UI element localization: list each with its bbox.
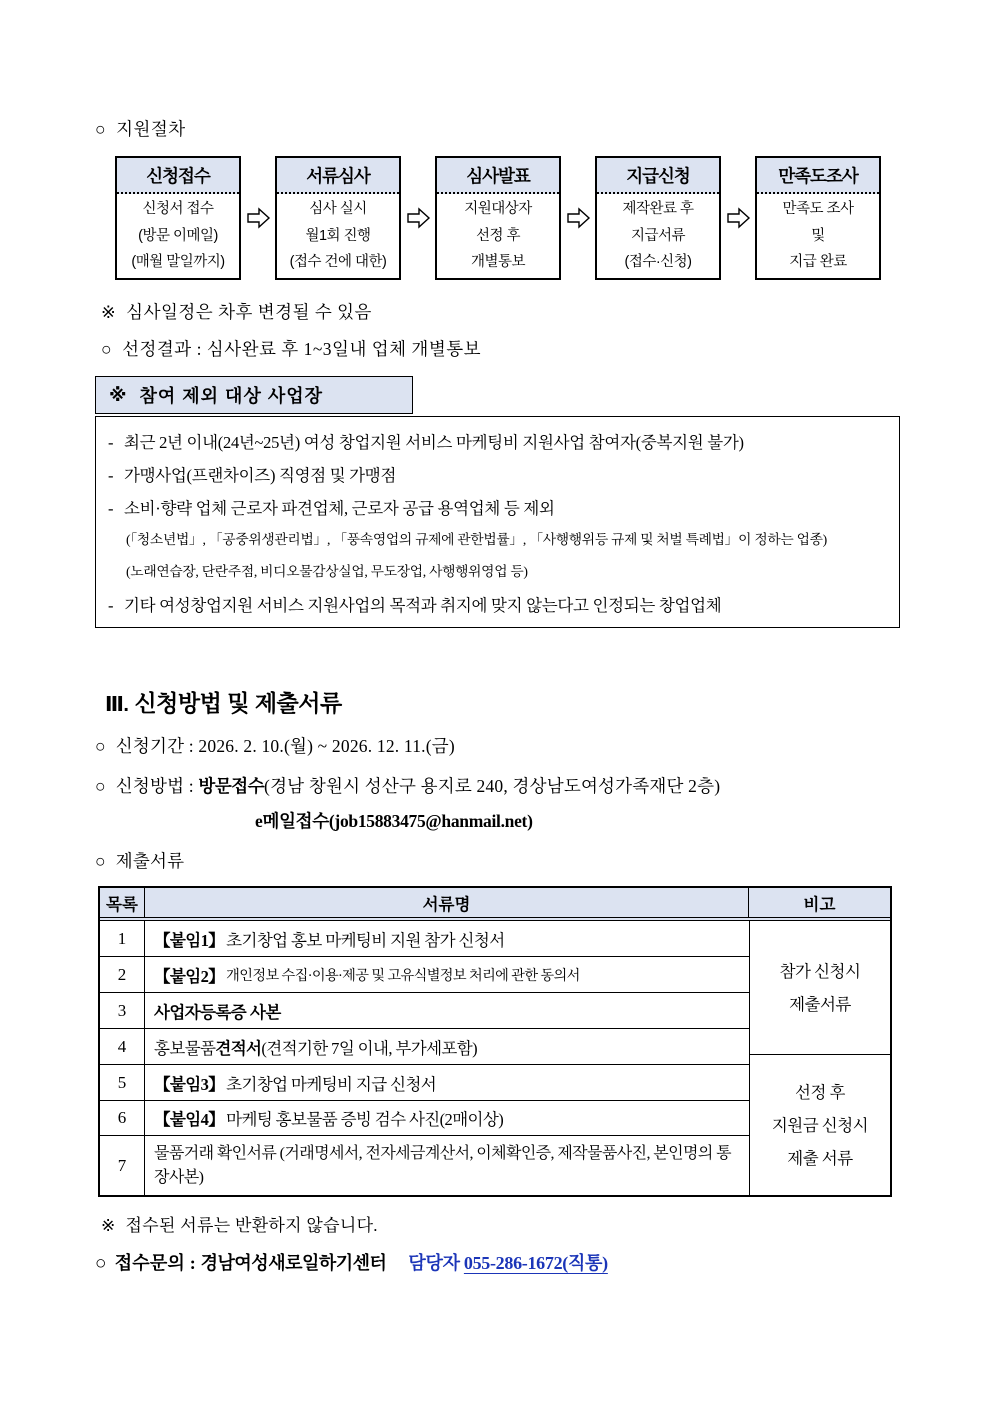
row-number: 7 (100, 1136, 145, 1195)
document-title: 초기창업 마케팅비 지급 신청서 (226, 1074, 437, 1094)
quote-label: 견적서 (215, 1039, 262, 1058)
attachment-tag: 【붙임3】 (154, 1074, 225, 1094)
manager-label: 담당자 (408, 1253, 464, 1273)
reference-mark-icon: ※ (101, 1216, 116, 1235)
exclusion-item-text: (「청소년법」, 「공중위생관리법」, 「풍속영업의 규제에 관한법률」, 「사행행위등 규제 및 처벌 특례법」이 정하는 업종) (126, 532, 827, 548)
dash-bullet: - (108, 466, 114, 486)
application-period-text: 신청기간 : 2026. 2. 10.(월) ~ 2026. 12. 11.(금) (115, 736, 455, 756)
section3-heading-text: 신청방법 및 제출서류 (134, 690, 342, 716)
submission-docs-text: 제출서류 (115, 851, 185, 871)
flow-step-line: (매월 말일까지) (131, 254, 225, 271)
center-name: 경남여성새로일하기센터 (200, 1253, 387, 1273)
exclusion-item-sub (106, 563, 889, 581)
phone-link[interactable]: 055-286-1672(직통) (463, 1253, 608, 1273)
exclusion-item (106, 595, 889, 616)
document-title: 물품거래 확인서류 (거래명세서, 전자세금계산서, 이체확인증, 제작물품사진, 본인명의 통장사본) (154, 1144, 731, 1186)
flow-step-header: 만족도조사 (757, 158, 879, 194)
section3-heading (105, 685, 900, 718)
section-numeral: Ⅲ. (105, 694, 129, 716)
flow-step-line: 선정 후 (475, 227, 521, 244)
flow-step-header: 신청접수 (117, 158, 239, 194)
flow-step-line: 지급서류 (630, 227, 686, 244)
table-row (100, 921, 749, 957)
row-number: 6 (100, 1101, 145, 1135)
reference-mark-icon: ※ (109, 384, 128, 405)
flow-step-body (597, 194, 719, 278)
exclusion-item (106, 498, 889, 519)
exclusion-title-text: 참여 제외 대상 사업장 (139, 386, 323, 406)
table-body (100, 921, 890, 1195)
exclusion-box-body (95, 416, 900, 628)
row-document-name (145, 1029, 749, 1064)
flow-arrow-icon (243, 156, 273, 280)
attachment-tag: 【붙임2】 (154, 966, 225, 986)
remark-participation (750, 921, 890, 1055)
table-row (100, 1136, 749, 1195)
flow-step-body (757, 194, 879, 278)
exclusion-item-sub (106, 531, 889, 549)
procedure-heading (95, 116, 900, 141)
document-title: 초기창업 홍보 마케팅비 지원 참가 신청서 (226, 930, 505, 950)
application-method-line (95, 773, 900, 798)
flow-step-line: 지급 완료 (789, 254, 847, 271)
table-rows (100, 921, 749, 1195)
flow-step-line: (접수·신청) (624, 254, 692, 271)
application-method-label: 신청방법 : (115, 776, 199, 796)
row-document-name (145, 921, 749, 956)
return-note-text: 접수된 서류는 반환하지 않습니다. (125, 1216, 378, 1235)
row-number: 2 (100, 957, 145, 992)
contact-manager (408, 1253, 607, 1273)
circle-bullet-icon: ○ (101, 339, 113, 359)
exclusion-item-text: 기타 여성창업지원 서비스 지원사업의 목적과 취지에 맞지 않는다고 인정되는 창업업체 (124, 595, 722, 615)
flow-step-application (115, 156, 241, 280)
row-number: 1 (100, 921, 145, 956)
flow-step-announcement (435, 156, 561, 280)
note-result-text: 선정결과 : 심사완료 후 1~3일내 업체 개별통보 (122, 339, 482, 359)
flow-step-header: 심사발표 (437, 158, 559, 194)
flow-arrow-icon (403, 156, 433, 280)
exclusion-item-text: 소비·향략 업체 근로자 파견업체, 근로자 공급 용역업체 등 제외 (124, 499, 555, 519)
row-document-name (145, 1101, 749, 1135)
document-title: 개인정보 수집·이용·제공 및 고유식별정보 처리에 관한 동의서 (226, 967, 580, 984)
flow-step-line: 심사 실시 (309, 200, 367, 217)
exclusion-item-text: 가맹사업(프랜차이즈) 직영점 및 가맹점 (124, 466, 397, 486)
email-reception-line: e메일접수(job15883475@hanmail.net) (255, 811, 533, 831)
process-flowchart (115, 156, 881, 280)
flow-arrow-icon (723, 156, 753, 280)
flow-step-line: 월1회 진행 (305, 227, 371, 244)
document-title-detail: (견적기한 7일 이내, 부가세포함) (261, 1038, 477, 1058)
column-header-note: 비고 (803, 894, 836, 914)
note-result (101, 336, 900, 361)
remark-line: 제출 서류 (787, 1148, 853, 1168)
flow-step-header: 서류심사 (277, 158, 399, 194)
flow-step-header: 지급신청 (597, 158, 719, 194)
dash-bullet: - (108, 595, 114, 615)
documents-table (98, 886, 892, 1197)
remark-line: 지원금 신청시 (771, 1115, 869, 1135)
flow-arrow-icon (563, 156, 593, 280)
flow-step-line: 및 (811, 227, 825, 244)
row-number: 5 (100, 1065, 145, 1100)
contact-label: 접수문의 : (114, 1253, 201, 1273)
flow-step-line: 만족도 조사 (782, 200, 854, 217)
circle-bullet-icon: ○ (95, 736, 106, 756)
exclusion-item-text: 최근 2년 이내(24년~25년) 여성 창업지원 서비스 마케팅비 지원사업 참여자(중복지원 불가) (124, 433, 744, 452)
flow-step-satisfaction-survey (755, 156, 881, 280)
column-header-no: 목록 (100, 888, 145, 917)
application-period-line (95, 733, 900, 758)
flow-step-line: (방문 이메일) (138, 227, 218, 244)
flow-step-body (117, 194, 239, 278)
visit-reception-label: 방문접수 (198, 776, 265, 796)
remark-line: 선정 후 (795, 1082, 845, 1102)
note-schedule (101, 299, 900, 324)
flow-step-line: (접수 건에 대한) (289, 254, 387, 271)
circle-bullet-icon: ○ (95, 119, 107, 139)
flow-step-payment-request (595, 156, 721, 280)
return-note (101, 1211, 900, 1236)
row-number: 4 (100, 1029, 145, 1064)
flow-step-line: 신청서 접수 (142, 200, 214, 217)
note-schedule-text: 심사일정은 차후 변경될 수 있음 (126, 302, 372, 322)
table-row (100, 1065, 749, 1101)
flow-step-line: 개별통보 (470, 254, 526, 271)
procedure-title: 지원절차 (116, 119, 186, 139)
submission-docs-line (95, 848, 900, 873)
column-header-name: 서류명 (145, 888, 749, 917)
circle-bullet-icon: ○ (95, 776, 106, 796)
circle-bullet-icon: ○ (95, 1253, 107, 1274)
dash-bullet: - (108, 433, 114, 452)
table-row (100, 1101, 749, 1136)
row-document-name (145, 1065, 749, 1100)
attachment-tag: 【붙임4】 (154, 1110, 225, 1129)
flow-step-review (275, 156, 401, 280)
exclusion-box-title (95, 376, 413, 414)
flow-step-body (437, 194, 559, 278)
document-title: 마케팅 홍보물품 증빙 검수 사진(2매이상) (226, 1110, 504, 1129)
remark-after-selection (750, 1055, 890, 1195)
document-title: 사업자등록증 사본 (154, 1003, 281, 1022)
row-document-name (145, 993, 749, 1028)
exclusion-item (106, 465, 889, 486)
dash-bullet: - (108, 499, 114, 519)
row-document-name (145, 957, 749, 992)
remark-column (749, 921, 890, 1195)
table-row (100, 1029, 749, 1065)
table-row (100, 957, 749, 993)
row-document-name (145, 1136, 749, 1195)
attachment-tag: 【붙임1】 (154, 930, 225, 950)
table-header-row (100, 888, 890, 921)
exclusion-item (106, 432, 889, 453)
circle-bullet-icon: ○ (95, 851, 106, 871)
row-number: 3 (100, 993, 145, 1028)
visit-reception-address: (경남 창원시 성산구 용지로 240, 경상남도여성가족재단 2층) (264, 776, 721, 796)
remark-line: 제출서류 (789, 994, 851, 1014)
document-title: 홍보물품 (154, 1038, 216, 1058)
contact-line (95, 1249, 900, 1275)
remark-line: 참가 신청시 (779, 961, 861, 981)
reference-mark-icon: ※ (101, 302, 117, 322)
flow-step-body (277, 194, 399, 278)
flow-step-line: 제작완료 후 (622, 200, 694, 217)
table-row (100, 993, 749, 1029)
flow-step-line: 지원대상자 (464, 200, 532, 217)
exclusion-item-text: (노래연습장, 단란주점, 비디오물감상실업, 무도장업, 사행행위영업 등) (126, 563, 528, 579)
